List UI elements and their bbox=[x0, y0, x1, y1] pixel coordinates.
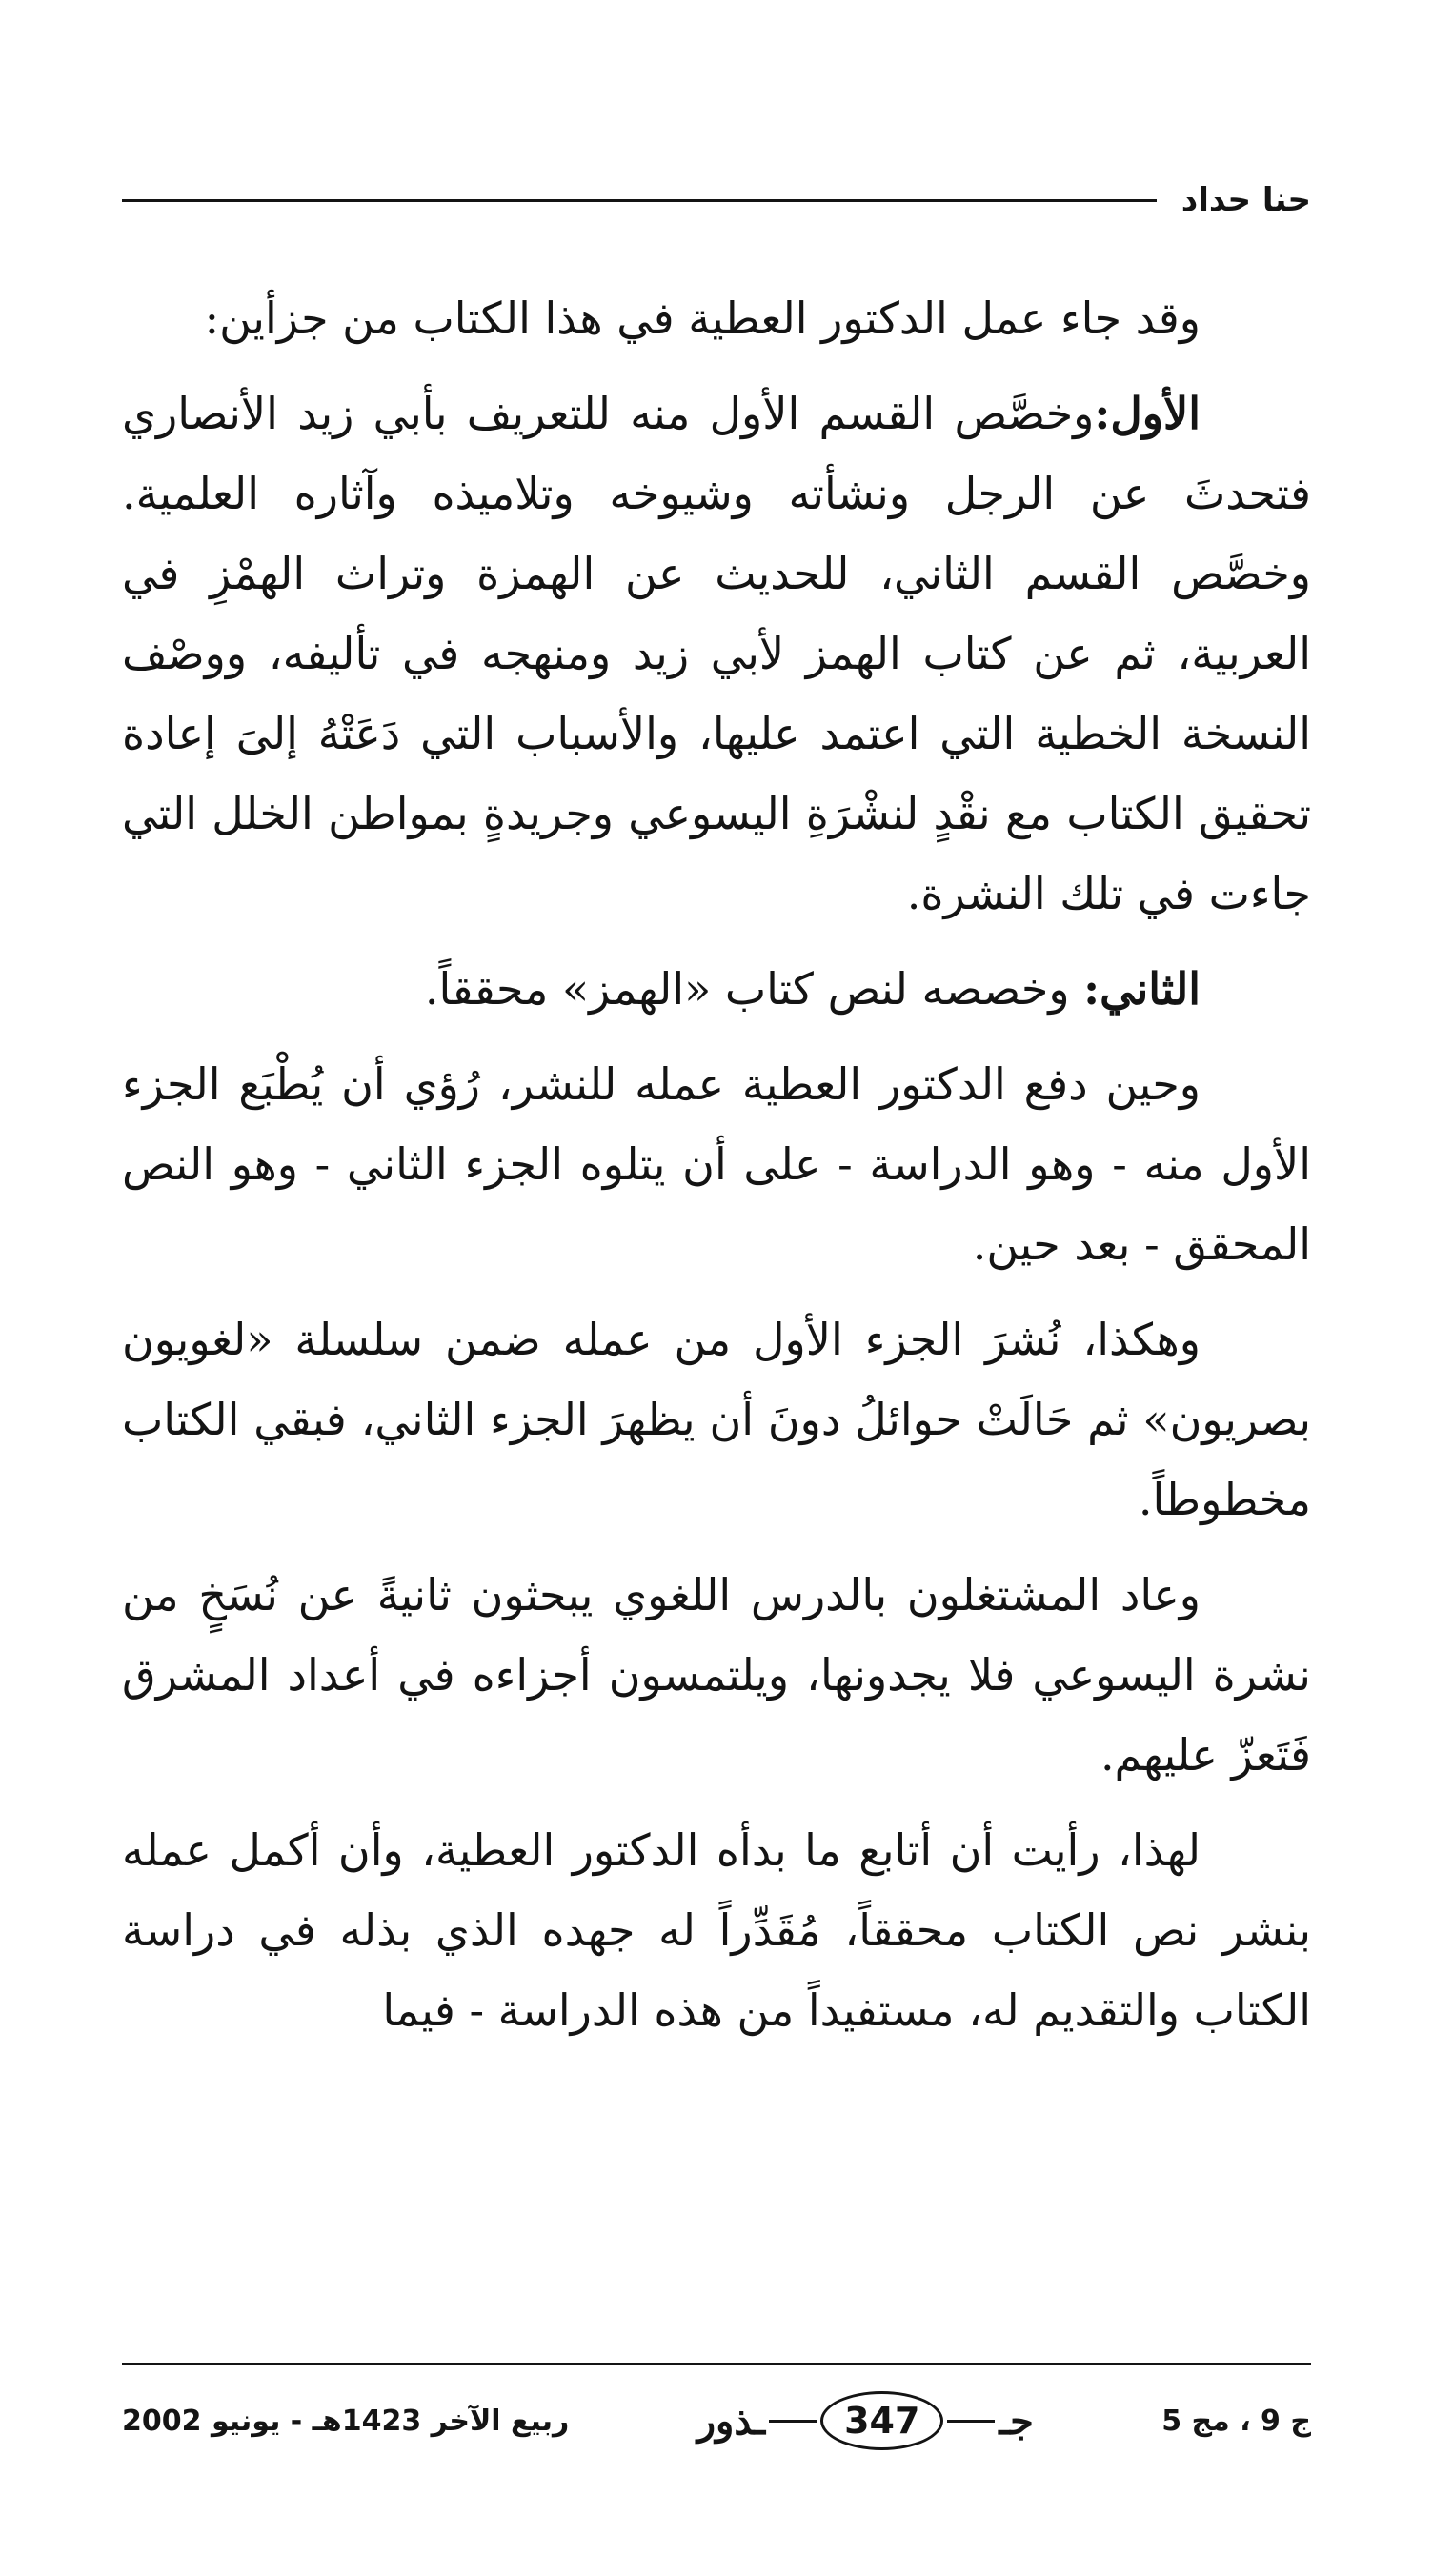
masthead-stroke-left bbox=[769, 2420, 817, 2423]
journal-suffix: ـذور bbox=[696, 2398, 766, 2444]
journal-masthead bbox=[697, 2391, 1034, 2450]
footer-rule bbox=[122, 2363, 1311, 2365]
paragraph-3-lead: الثاني: bbox=[1083, 963, 1201, 1015]
paragraph-3 bbox=[122, 949, 1311, 1029]
journal-prefix: جـ bbox=[999, 2398, 1034, 2444]
header-rule bbox=[122, 199, 1157, 202]
paragraph-6: وعاد المشتغلون بالدرس اللغوي يبحثون ثانيةً عن نُسَخٍ من نشرة اليسوعي فلا يجدونها، ويلتمسون أجزاءه في أعداد المشرق فَتَعزّ عليهم. bbox=[122, 1569, 1311, 1781]
footer-volume: ج 9 ، مج 5 bbox=[1161, 2404, 1311, 2438]
paragraph-2-lead: الأول: bbox=[1094, 388, 1201, 439]
header-author: حنا حداد bbox=[1181, 181, 1311, 219]
paragraph-4: وحين دفع الدكتور العطية عمله للنشر، رُؤي أن يُطْبَع الجزء الأول منه - وهو الدراسة - على أن يتلوه الجزء الثاني - وهو النص المحقق - بعد حين. bbox=[122, 1058, 1311, 1270]
masthead-stroke-right bbox=[947, 2420, 995, 2423]
paragraph-1: وقد جاء عمل الدكتور العطية في هذا الكتاب من جزأين: bbox=[204, 292, 1201, 344]
paragraph-3-text: وخصصه لنص كتاب «الهمز» محققاً. bbox=[424, 963, 1070, 1015]
paragraph-2 bbox=[122, 373, 1311, 934]
page-footer bbox=[122, 2378, 1311, 2464]
running-header bbox=[122, 171, 1311, 229]
footer-date: ربيع الآخر 1423هـ - يونيو 2002 bbox=[122, 2404, 570, 2438]
paragraph-2-text: وخصَّص القسم الأول منه للتعريف بأبي زيد الأنصاري فتحدثَ عن الرجل ونشأته وشيوخه وتلاميذه وآثاره العلمية. وخصَّص القسم الثاني، للحديث عن الهمزة وتراث الهمْزِ في العربية، ثم عن كتاب الهمز لأبي زيد ومنهجه في تأليفه، ووصْف النسخة الخطية التي اعتمد عليها، والأسباب التي دَعَتْهُ إلىَ إعادة تحقيق الكتاب مع نقْدٍ لنشْرَةِ اليسوعي وجريدةٍ بمواطن الخلل التي جاءت في تلك النشرة. bbox=[122, 388, 1311, 919]
body-text bbox=[122, 278, 1311, 2065]
page-number: 347 bbox=[820, 2391, 943, 2450]
paragraph-5: وهكذا، نُشرَ الجزء الأول من عمله ضمن سلسلة «لغويون بصريون» ثم حَالَتْ حوائلُ دونَ أن يظهرَ الجزء الثاني، فبقي الكتاب مخطوطاً. bbox=[122, 1314, 1311, 1525]
paragraph-7: لهذا، رأيت أن أتابع ما بدأه الدكتور العطية، وأن أكمل عمله بنشر نص الكتاب محققاً، مُقَدِّراً له جهده الذي بذله في دراسة الكتاب والتقديم له، مستفيداً من هذه الدراسة - فيما bbox=[122, 1824, 1311, 2036]
